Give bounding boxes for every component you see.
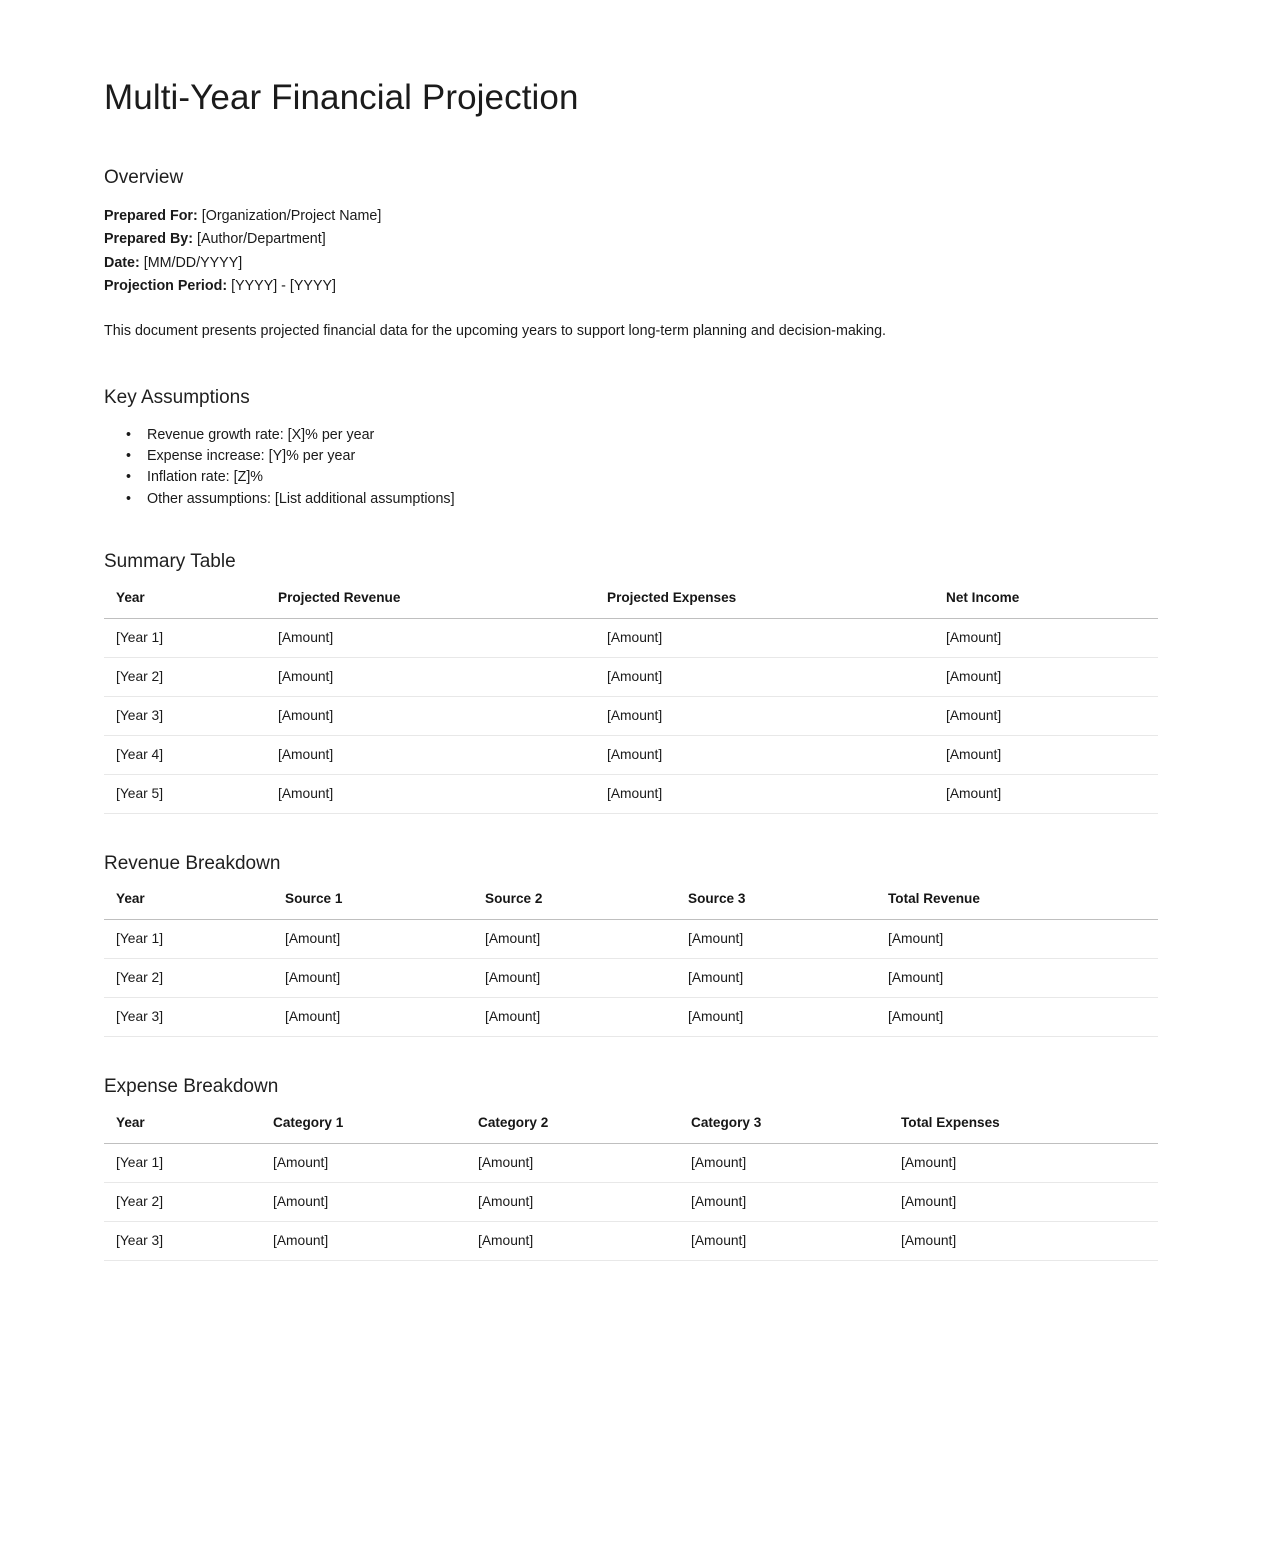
section-heading-overview: Overview	[104, 167, 184, 189]
table-cell: [Year 1]	[104, 1143, 261, 1182]
list-item	[126, 446, 1159, 467]
table-cell: [Amount]	[595, 735, 934, 774]
column-header: Source 3	[676, 890, 876, 920]
table-row	[104, 959, 1158, 998]
expense-breakdown-table	[104, 1114, 1158, 1261]
table-header	[104, 1114, 1158, 1144]
column-header: Projected Expenses	[595, 589, 934, 619]
metadata-line	[104, 275, 1159, 299]
metadata-label: Projection Period:	[104, 278, 228, 295]
table-cell: [Amount]	[473, 920, 676, 959]
table-body	[104, 618, 1158, 813]
key-assumptions-list	[104, 425, 1159, 510]
table-cell: [Amount]	[934, 657, 1158, 696]
table-cell: [Amount]	[273, 920, 473, 959]
bullet-icon: •	[126, 447, 132, 464]
list-item-label: Revenue growth rate: [X]% per year	[147, 426, 375, 443]
table-body	[104, 920, 1158, 1037]
column-header: Source 1	[273, 890, 473, 920]
table-cell: [Amount]	[261, 1182, 466, 1221]
table-row	[104, 998, 1158, 1037]
column-header: Year	[104, 1114, 261, 1144]
page-title: Multi-Year Financial Projection	[104, 78, 579, 117]
table-cell: [Amount]	[266, 696, 595, 735]
table-cell: [Year 3]	[104, 1221, 261, 1260]
metadata-value: [Organization/Project Name]	[197, 207, 382, 224]
table-cell: [Year 2]	[104, 657, 266, 696]
metadata-label: Date:	[104, 254, 140, 271]
overview-metadata	[104, 205, 1159, 299]
overview-paragraph: This document presents projected financial data for the upcoming years to support long-term planning and decision-making.	[104, 322, 887, 339]
section-heading-summary-table: Summary Table	[104, 550, 236, 572]
metadata-value: [YYYY] - [YYYY]	[227, 278, 336, 295]
column-header: Category 1	[261, 1114, 466, 1144]
table-cell: [Amount]	[595, 618, 934, 657]
table-cell: [Year 3]	[104, 696, 266, 735]
list-item-label: Other assumptions: [List additional assumptions]	[147, 490, 455, 507]
table-cell: [Amount]	[676, 959, 876, 998]
table-cell: [Amount]	[266, 618, 595, 657]
table-cell: [Amount]	[466, 1221, 679, 1260]
section-heading-key-assumptions: Key Assumptions	[104, 386, 250, 408]
table-cell: [Amount]	[889, 1182, 1158, 1221]
list-item	[126, 467, 1159, 488]
table-cell: [Amount]	[595, 657, 934, 696]
column-header: Projected Revenue	[266, 589, 595, 619]
table-row	[104, 920, 1158, 959]
table-cell: [Amount]	[889, 1143, 1158, 1182]
revenue-breakdown-table	[104, 890, 1158, 1037]
column-header: Year	[104, 890, 273, 920]
table-cell: [Amount]	[676, 998, 876, 1037]
column-header: Total Expenses	[889, 1114, 1158, 1144]
table-cell: [Year 1]	[104, 920, 273, 959]
table-cell: [Amount]	[595, 774, 934, 813]
section-heading-revenue-breakdown: Revenue Breakdown	[104, 852, 281, 874]
table-cell: [Amount]	[473, 959, 676, 998]
table-cell: [Amount]	[676, 920, 876, 959]
table-cell: [Amount]	[466, 1182, 679, 1221]
metadata-line	[104, 205, 1159, 229]
table-cell: [Year 2]	[104, 1182, 261, 1221]
summary-table	[104, 589, 1158, 814]
table-cell: [Amount]	[876, 959, 1158, 998]
table-header	[104, 589, 1158, 619]
list-item	[126, 489, 1159, 510]
table-row	[104, 1221, 1158, 1260]
list-item-label: Expense increase: [Y]% per year	[147, 447, 356, 464]
column-header: Net Income	[934, 589, 1158, 619]
metadata-label: Prepared For:	[104, 207, 198, 224]
bullet-icon: •	[126, 426, 132, 443]
table-cell: [Year 2]	[104, 959, 273, 998]
table-cell: [Amount]	[261, 1143, 466, 1182]
column-header: Year	[104, 589, 266, 619]
table-cell: [Amount]	[679, 1143, 889, 1182]
metadata-line	[104, 252, 1159, 276]
section-heading-expense-breakdown: Expense Breakdown	[104, 1076, 279, 1098]
table-cell: [Amount]	[473, 998, 676, 1037]
table-cell: [Amount]	[934, 696, 1158, 735]
column-header: Total Revenue	[876, 890, 1158, 920]
table-cell: [Amount]	[876, 998, 1158, 1037]
expense-breakdown-block	[104, 1075, 1159, 1261]
table-cell: [Amount]	[934, 618, 1158, 657]
table-header	[104, 890, 1158, 920]
metadata-label: Prepared By:	[104, 231, 193, 248]
table-cell: [Amount]	[889, 1221, 1158, 1260]
bullet-icon: •	[126, 469, 132, 486]
table-row	[104, 696, 1158, 735]
table-cell: [Amount]	[595, 696, 934, 735]
column-header: Source 2	[473, 890, 676, 920]
table-cell: [Year 4]	[104, 735, 266, 774]
column-header: Category 3	[679, 1114, 889, 1144]
table-cell: [Amount]	[876, 920, 1158, 959]
table-cell: [Amount]	[273, 959, 473, 998]
table-row	[104, 1182, 1158, 1221]
metadata-line	[104, 228, 1159, 252]
table-cell: [Amount]	[266, 657, 595, 696]
table-header-row	[104, 589, 1158, 619]
table-cell: [Amount]	[679, 1221, 889, 1260]
table-row	[104, 774, 1158, 813]
bullet-icon: •	[126, 490, 132, 507]
metadata-value: [MM/DD/YYYY]	[139, 254, 243, 271]
revenue-breakdown-block	[104, 852, 1159, 1038]
table-cell: [Amount]	[266, 774, 595, 813]
table-cell: [Amount]	[266, 735, 595, 774]
table-body	[104, 1143, 1158, 1260]
summary-table-block	[104, 550, 1159, 814]
table-row	[104, 657, 1158, 696]
table-cell: [Amount]	[934, 774, 1158, 813]
table-cell: [Amount]	[934, 735, 1158, 774]
table-cell: [Amount]	[679, 1182, 889, 1221]
table-row	[104, 735, 1158, 774]
table-cell: [Year 3]	[104, 998, 273, 1037]
table-cell: [Year 5]	[104, 774, 266, 813]
column-header: Category 2	[466, 1114, 679, 1144]
table-cell: [Amount]	[466, 1143, 679, 1182]
metadata-value: [Author/Department]	[193, 231, 326, 248]
table-row	[104, 618, 1158, 657]
table-cell: [Amount]	[261, 1221, 466, 1260]
table-cell: [Amount]	[273, 998, 473, 1037]
table-cell: [Year 1]	[104, 618, 266, 657]
list-item-label: Inflation rate: [Z]%	[147, 469, 264, 486]
table-header-row	[104, 890, 1158, 920]
table-row	[104, 1143, 1158, 1182]
table-header-row	[104, 1114, 1158, 1144]
list-item	[126, 425, 1159, 446]
